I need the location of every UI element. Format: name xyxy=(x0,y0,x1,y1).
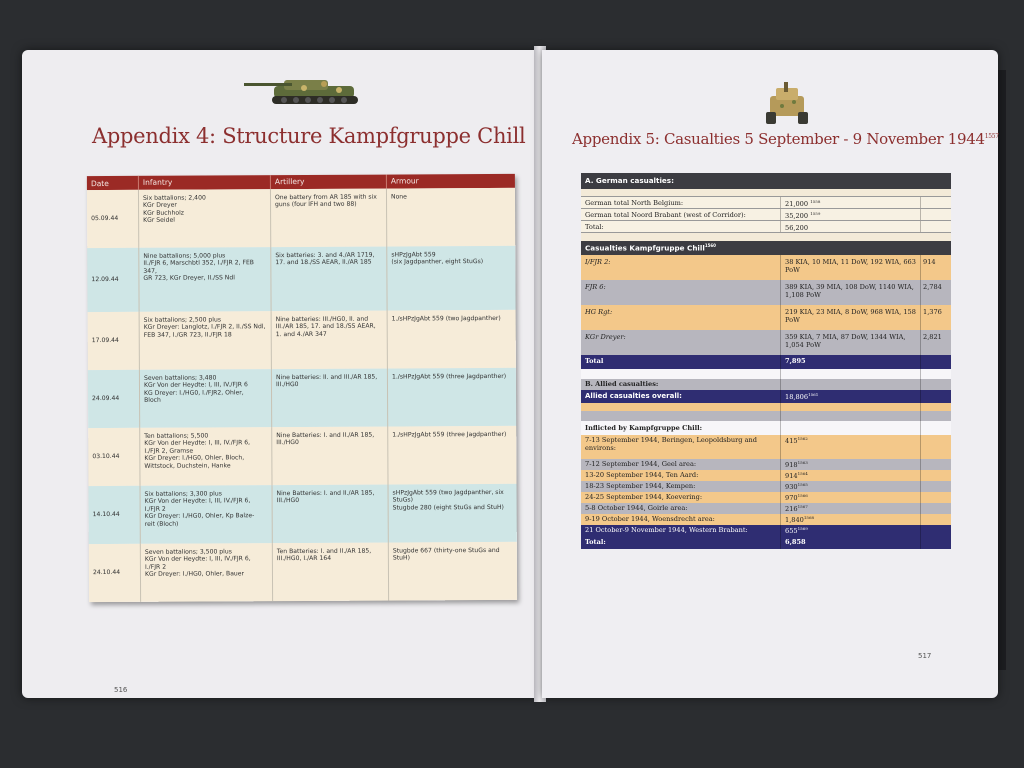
header-artillery: Artillery xyxy=(271,175,387,190)
allied-total-label: Total: xyxy=(581,536,781,549)
chill-header-label: Casualties Kampfgruppe Chill xyxy=(585,243,705,253)
date-cell: 17.09.44 xyxy=(88,312,140,370)
allied-row-footnote: 1564 xyxy=(797,471,808,476)
table-row xyxy=(89,542,517,602)
allied-row-value: 970 xyxy=(785,494,798,503)
header-armour: Armour xyxy=(390,176,419,186)
allied-row-value: 415 xyxy=(785,437,798,446)
header-infantry: Infantry xyxy=(139,175,271,190)
allied-row-empty xyxy=(921,525,951,536)
armour-cell: sHPzJgAbt 559 (two Jagdpanther, six StuGs) Stugbde 280 (eight StuGs and StuH) xyxy=(392,488,504,512)
table-row xyxy=(88,368,516,428)
german-row-footnote: 1559 xyxy=(810,211,821,216)
german-row-label: German total North Belgium: xyxy=(581,197,781,208)
allied-row xyxy=(581,459,951,470)
allied-overall-footnote: 1561 xyxy=(808,392,819,397)
allied-row-empty xyxy=(921,492,951,503)
allied-row xyxy=(581,525,951,536)
date-cell: 24.10.44 xyxy=(89,544,141,602)
chill-total: 2,821 xyxy=(923,333,942,341)
chill-total: 2,784 xyxy=(923,283,942,291)
allied-row-value: 914 xyxy=(785,472,798,481)
chill-total-value: 7,895 xyxy=(781,355,921,369)
header-date: Date xyxy=(87,176,139,190)
inflicted-label: Inflicted by Kampfgruppe Chill: xyxy=(581,421,781,435)
date-cell: 14.10.44 xyxy=(89,486,141,544)
armour-cell: Stugbde 667 (thirty-one StuGs and StuH) xyxy=(392,546,500,562)
table-row xyxy=(87,246,515,312)
spacer-row xyxy=(581,403,951,411)
appendix-5-title xyxy=(572,130,999,148)
date-cell: 03.10.44 xyxy=(88,428,140,486)
armour-cell: 1./sHPzJgAbt 559 (two Jagdpanther) xyxy=(391,314,501,323)
title-footnote: 1557 xyxy=(984,133,999,140)
artillery-cell: Nine Batteries: I. and II./AR 185, III./HG0 xyxy=(273,485,389,544)
right-page xyxy=(542,50,998,698)
german-row xyxy=(581,209,951,221)
chill-detail: 219 KIA, 23 MIA, 8 DoW, 968 WIA, 158 PoW xyxy=(781,305,921,330)
armour-cell: sHPzJgAbt 559 (six Jagdpanther, eight StuGs) xyxy=(391,251,484,266)
allied-row-label: 13-20 September 1944, Ten Aard: xyxy=(581,470,781,481)
german-row-label: German total Noord Brabant (west of Corridor): xyxy=(581,209,781,220)
german-row-empty xyxy=(921,197,951,208)
spacer-row xyxy=(581,189,951,197)
chill-row xyxy=(581,280,951,305)
german-row-footnote: 1558 xyxy=(810,199,821,204)
tank-illustration-left xyxy=(244,72,374,106)
german-row-value: 35,200 xyxy=(785,212,809,221)
allied-overall-value: 18,806 xyxy=(785,393,809,402)
allied-row-footnote: 1568 xyxy=(803,515,815,520)
allied-row-value-cell xyxy=(781,459,921,470)
allied-overall-value-cell xyxy=(781,390,921,403)
chill-unit: HG Rgt: xyxy=(581,305,781,330)
allied-row-value: 930 xyxy=(785,483,798,492)
allied-row-value-cell xyxy=(781,435,921,459)
allied-row-empty xyxy=(921,514,951,525)
allied-row-value-cell xyxy=(781,492,921,503)
chill-total: 914 xyxy=(923,258,936,266)
allied-row-label: 7-12 September 1944, Geel area: xyxy=(581,459,781,470)
allied-row-empty xyxy=(921,470,951,481)
allied-header-text: B. Allied casualties: xyxy=(581,379,781,390)
chill-total-empty xyxy=(921,355,951,369)
artillery-cell: Ten Batteries: I. and II./AR 185, III./HG0, I./AR 164 xyxy=(273,543,389,602)
allied-row xyxy=(581,503,951,514)
allied-row-footnote: 1566 xyxy=(797,493,808,498)
chill-detail: 389 KIA, 39 MIA, 108 DoW, 1140 WIA, 1,108 PoW xyxy=(781,280,921,305)
artillery-cell: One battery from AR 185 with six guns (four lFH and two 88) xyxy=(271,189,387,248)
allied-rows xyxy=(581,435,951,536)
artillery-cell: Nine Batteries: I. and II./AR 185, III./HG0 xyxy=(272,427,388,486)
spacer-row xyxy=(581,233,951,241)
allied-row-footnote: 1562 xyxy=(797,436,808,441)
allied-row-empty xyxy=(921,435,951,459)
armour-cell: None xyxy=(390,193,407,201)
german-row xyxy=(581,197,951,209)
infantry-cell: Ten battalions; 5,500 KGr Von der Heydte: I, III, IV./FJR 6, I./FJR 2, Gramse KGr Dreyer: I./HG0, Ohler, Bloch, Wittstock, Duchstein, Hanke xyxy=(140,427,272,486)
chill-row xyxy=(581,305,951,330)
chill-total: 1,376 xyxy=(923,308,942,316)
page-number-left: 516 xyxy=(114,686,128,694)
allied-row-label: 5-8 October 1944, Goirle area: xyxy=(581,503,781,514)
allied-row-empty xyxy=(921,481,951,492)
allied-row xyxy=(581,514,951,525)
allied-row-empty xyxy=(921,503,951,514)
allied-row xyxy=(581,481,951,492)
armour-cell: 1./sHPzJgAbt 559 (three Jagdpanther) xyxy=(391,372,507,381)
german-header-text: A. German casualties: xyxy=(585,176,674,185)
table-row xyxy=(89,484,517,544)
allied-total-value: 6,858 xyxy=(781,536,921,549)
date-cell: 24.09.44 xyxy=(88,370,140,428)
german-row-empty xyxy=(921,221,951,232)
allied-row-footnote: 1563 xyxy=(797,460,808,465)
allied-row-empty xyxy=(921,459,951,470)
infantry-cell: Six battalions; 3,300 plus KGr Von der Heydte: I, III, IV./FJR 6, I./FJR 2 KGr Dreyer: I./HG0, Ohler, Kp Balze- reit (Bloch) xyxy=(141,485,273,544)
date-cell: 05.09.44 xyxy=(87,190,139,248)
allied-row xyxy=(581,492,951,503)
chill-header-text xyxy=(581,241,951,255)
casualties-table xyxy=(581,173,951,549)
chill-row xyxy=(581,255,951,280)
chill-unit: KGr Dreyer: xyxy=(581,330,781,355)
allied-row-footnote: 1567 xyxy=(797,504,808,509)
german-rows xyxy=(581,197,951,233)
chill-unit: FJR 6: xyxy=(581,280,781,305)
allied-row-value: 918 xyxy=(785,461,798,470)
german-row-value-cell xyxy=(781,197,921,208)
chill-detail: 359 KIA, 7 MIA, 87 DoW, 1344 WIA, 1,054 PoW xyxy=(781,330,921,355)
infantry-cell: Six battalions; 2,400 KGr Dreyer KGr Buchholz KGr Seidel xyxy=(139,189,271,248)
infantry-cell: Seven battalions; 3,500 plus KGr Von der Heydte: I, III, IV./FJR 6, I./FJR 2 KGr Dreyer: I./HG0, Ohler, Bauer xyxy=(141,543,273,602)
left-page xyxy=(22,50,538,698)
allied-row xyxy=(581,470,951,481)
chill-total-row xyxy=(581,355,951,369)
allied-row-footnote: 1569 xyxy=(797,526,808,531)
allied-row-label: 7-13 September 1944, Beringen, Leopoldsburg and environs: xyxy=(581,435,781,459)
inflicted-row xyxy=(581,421,951,435)
infantry-cell: Nine battalions; 5,000 plus II./FJR 6, Marschbtl 352, I./FJR 2, FEB 347, GR 723, KGr Dreyer, II./SS Ndl xyxy=(139,247,271,312)
artillery-cell: Six batteries: 3. and 4./AR 1719, 17. and 18./SS AEAR, II./AR 185 xyxy=(271,247,387,312)
allied-row-label: 21 October-9 November 1944, Western Brabant: xyxy=(581,525,781,536)
german-row-value: 56,200 xyxy=(785,224,809,233)
armour-cell: 1./sHPzJgAbt 559 (three Jagdpanther) xyxy=(392,430,507,439)
allied-header-row xyxy=(581,379,951,390)
allied-row-value-cell xyxy=(781,503,921,514)
chill-total-label: Total xyxy=(581,355,781,369)
spacer-row xyxy=(581,411,951,421)
chill-casualties-header xyxy=(581,241,951,255)
date-cell: 12.09.44 xyxy=(87,248,139,312)
chill-rows xyxy=(581,255,951,355)
allied-row-value: 1,840 xyxy=(785,516,804,525)
allied-row-value-cell xyxy=(781,525,921,536)
chill-row xyxy=(581,330,951,355)
allied-overall-label: Allied casualties overall: xyxy=(581,390,781,403)
allied-row-label: 9-19 October 1944, Woensdrecht area: xyxy=(581,514,781,525)
infantry-cell: Seven battalions; 3,480 KGr Von der Heydte: I, III, IV./FJR 6 KG Dreyer: I./HG0, I./FJR2, Ohler, Bloch xyxy=(140,369,272,428)
allied-row-label: 24-25 September 1944, Koevering: xyxy=(581,492,781,503)
allied-row-label: 18-23 September 1944, Kempen: xyxy=(581,481,781,492)
chill-detail: 38 KIA, 10 MIA, 11 DoW, 192 WIA, 663 PoW xyxy=(781,255,921,280)
artillery-cell: Nine batteries: III./HG0, II. and III./AR 185, 17. and 18./SS AEAR, 1. and 4./AR 347 xyxy=(272,311,388,370)
book-back-cover xyxy=(998,70,1006,670)
german-casualties-header xyxy=(581,173,951,189)
appendix-5-title-text: Appendix 5: Casualties 5 September - 9 November 1944 xyxy=(572,130,985,148)
allied-row-value-cell xyxy=(781,514,921,525)
structure-table xyxy=(87,174,517,602)
table-row xyxy=(87,188,515,248)
german-row-empty xyxy=(921,209,951,220)
german-row-value-cell xyxy=(781,209,921,220)
table-body xyxy=(87,188,517,602)
german-row xyxy=(581,221,951,233)
allied-overall-row xyxy=(581,390,951,403)
german-row-value-cell xyxy=(781,221,921,232)
artillery-cell: Nine batteries: II. and III./AR 185, III./HG0 xyxy=(272,369,388,428)
allied-total-row xyxy=(581,536,951,549)
table-row xyxy=(88,426,516,486)
allied-row xyxy=(581,435,951,459)
allied-row-value-cell xyxy=(781,481,921,492)
infantry-cell: Six battalions; 2,500 plus KGr Dreyer: Langlotz, I./FJR 2, II./SS Ndl, FEB 347, I./GR 723, II./FJR 18 xyxy=(140,311,272,370)
chill-unit: I/FJR 2: xyxy=(581,255,781,280)
german-row-value: 21,000 xyxy=(785,200,809,209)
chill-header-footnote: 1560 xyxy=(704,243,716,248)
allied-row-footnote: 1565 xyxy=(797,482,808,487)
allied-row-value: 216 xyxy=(785,505,798,514)
tank-illustration-right xyxy=(764,82,810,126)
allied-row-value-cell xyxy=(781,470,921,481)
spacer-row xyxy=(581,369,951,379)
table-row xyxy=(88,310,516,370)
german-row-label: Total: xyxy=(581,221,781,232)
allied-row-value: 655 xyxy=(785,527,798,536)
page-number-right: 517 xyxy=(918,652,932,660)
appendix-4-title: Appendix 4: Structure Kampfgruppe Chill xyxy=(92,124,526,148)
